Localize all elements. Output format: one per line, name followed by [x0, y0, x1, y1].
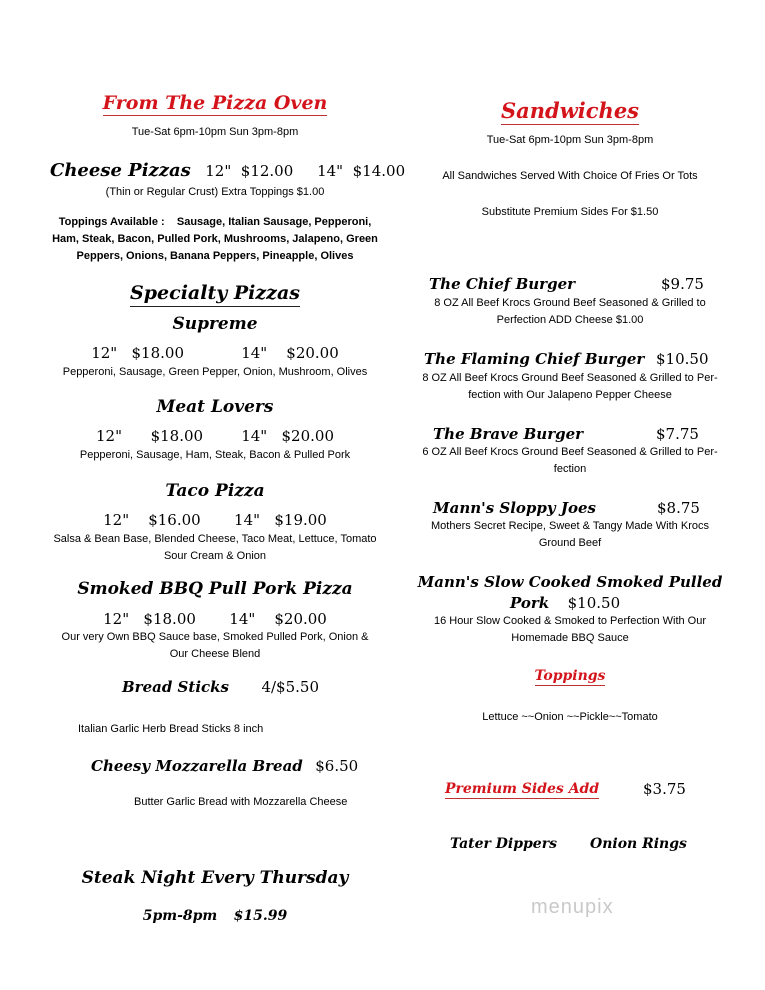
flaming-chief-line [424, 350, 724, 369]
taco-pizza-name: Taco Pizza [165, 481, 265, 501]
crust-note: (Thin or Regular Crust) Extra Toppings $1.00 [105, 186, 325, 198]
taco-pizza-prices: 12" $16.00 14" $19.00 [103, 511, 327, 529]
chief-burger-name: The Chief Burger [429, 275, 576, 293]
sandwiches-note-sides: Substitute Premium Sides For $1.50 [481, 206, 659, 218]
bbq-pizza-prices: 12" $18.00 14" $20.00 [103, 610, 327, 628]
meat-lovers-prices: 12" $18.00 14" $20.00 [95, 427, 334, 445]
sandwiches-hours: Tue-Sat 6pm-10pm Sun 3pm-8pm [486, 134, 654, 146]
sloppy-joes-name: Mann's Sloppy Joes [433, 499, 596, 517]
meat-lovers-desc: Pepperoni, Sausage, Ham, Steak, Bacon & Pulled Pork [79, 449, 351, 461]
flaming-chief-name: The Flaming Chief Burger [424, 350, 645, 368]
cheese-pizza-prices: 12" $12.00 14" $14.00 [205, 162, 406, 180]
sloppy-joes-line [433, 499, 723, 518]
toppings-line-1: Toppings Available : Sausage, Italian Sausage, Pepperoni, [58, 216, 372, 228]
brave-burger-desc: 6 OZ All Beef Krocs Ground Beef Seasoned & Grilled to Per- fection [422, 446, 718, 475]
brave-burger-line [433, 425, 723, 444]
chief-burger-price: $9.75 [661, 275, 704, 293]
menupix-watermark: menupix [531, 896, 614, 918]
brave-burger-name: The Brave Burger [433, 425, 584, 443]
steak-night-time-line [30, 907, 400, 925]
pulled-pork-name: Mann's Slow Cooked Smoked Pulled [417, 573, 723, 591]
sandwiches-note-fries: All Sandwiches Served With Choice Of Fries Or Tots [442, 170, 698, 182]
specialty-title: Specialty Pizzas [30, 282, 400, 304]
supreme-prices: 12" $18.00 14" $20.00 [91, 344, 339, 362]
bbq-pizza-name: Smoked BBQ Pull Pork Pizza [77, 579, 353, 599]
sloppy-joes-desc: Mothers Secret Recipe, Sweet & Tangy Made With Krocs Ground Beef [431, 520, 709, 549]
chief-burger-line [429, 275, 719, 294]
brave-burger-price: $7.75 [656, 425, 699, 443]
steak-night-price: $15.99 [233, 908, 288, 924]
toppings-line-3: Peppers, Onions, Banana Peppers, Pineapple, Olives [76, 250, 354, 262]
chief-burger-desc: 8 OZ All Beef Krocs Ground Beef Seasoned & Grilled to Perfection ADD Cheese $1.00 [434, 297, 706, 326]
side-tater-dippers: Tater Dippers [450, 836, 557, 852]
flaming-chief-price: $10.50 [656, 350, 709, 368]
pulled-pork-desc: 16 Hour Slow Cooked & Smoked to Perfection With Our Homemade BBQ Sauce [433, 615, 707, 644]
pulled-pork-price: $10.50 [567, 594, 621, 612]
toppings-title: Toppings [534, 668, 606, 684]
bread-sticks-price: 4/$5.50 [261, 678, 319, 696]
cheesy-bread-desc: Butter Garlic Bread with Mozzarella Cheese [134, 796, 348, 808]
bread-sticks-name: Bread Sticks [122, 678, 229, 696]
sloppy-joes-price: $8.75 [657, 499, 700, 517]
flaming-chief-desc: 8 OZ All Beef Krocs Ground Beef Seasoned & Grilled to Per- fection with Our Jalapeno Pepper Cheese [422, 372, 718, 401]
pizza-oven-title: From The Pizza Oven [102, 92, 328, 114]
toppings-list: Lettuce ~~Onion ~~Pickle~~Tomato [482, 711, 658, 723]
steak-night-title: Steak Night Every Thursday [81, 868, 349, 888]
cheesy-bread-price: $6.50 [315, 757, 359, 775]
sandwiches-title: Sandwiches [500, 98, 640, 123]
meat-lovers-name: Meat Lovers [156, 397, 274, 417]
steak-night-time: 5pm-8pm [142, 908, 218, 924]
cheesy-bread-name: Cheesy Mozzarella Bread [91, 757, 303, 775]
toppings-line-2: Ham, Steak, Bacon, Pulled Pork, Mushrooms, Jalapeno, Green [52, 233, 378, 245]
taco-pizza-desc: Salsa & Bean Base, Blended Cheese, Taco Meat, Lettuce, Tomato Sour Cream & Onion [53, 533, 377, 562]
premium-sides-title: Premium Sides Add [445, 781, 600, 797]
pizza-oven-hours: Tue-Sat 6pm-10pm Sun 3pm-8pm [131, 126, 299, 138]
bbq-pizza-desc: Our very Own BBQ Sauce base, Smoked Pulled Pork, Onion & Our Cheese Blend [61, 631, 369, 660]
bread-sticks-desc: Italian Garlic Herb Bread Sticks 8 inch [78, 723, 264, 735]
pulled-pork-line2: Pork $10.50 [510, 594, 621, 612]
premium-sides-price: $3.75 [643, 780, 686, 798]
cheese-pizza-name: Cheese Pizzas [50, 160, 191, 181]
supreme-name: Supreme [172, 314, 258, 334]
cheese-pizza-line [50, 160, 405, 181]
supreme-desc: Pepperoni, Sausage, Green Pepper, Onion, Mushroom, Olives [62, 366, 368, 378]
toppings-available [30, 214, 400, 265]
side-onion-rings: Onion Rings [590, 836, 687, 852]
cheesy-bread-line [91, 757, 358, 776]
bread-sticks-line [122, 678, 319, 697]
